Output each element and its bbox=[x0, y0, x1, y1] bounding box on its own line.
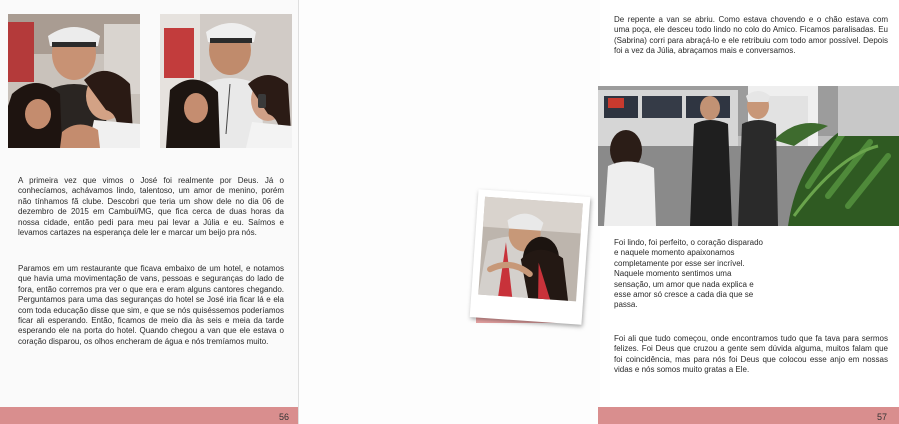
page-number-right: 57 bbox=[877, 412, 888, 422]
photo-fan-hug-2 bbox=[160, 14, 292, 148]
photo-fan-hug-1 bbox=[8, 14, 140, 148]
polaroid-photo-frame bbox=[470, 189, 591, 325]
footer-bar-left bbox=[0, 407, 299, 424]
story-paragraph-4: Foi lindo, foi perfeito, o coração disparado e naquele momento apaixonamos completamente por esse ser incrível. Naquele momento sentimos uma sensação, um amor que nada explica e esse amor só cresce a cada dia que se passa. bbox=[614, 238, 763, 310]
story-paragraph-5: Foi ali que tudo começou, onde encontramos tudo que fa tava para sermos felizes. Foi Deus que cruzou a gente sem dúvida alguma, muitos falam que foi coincidência, mas para nós foi Deus que colocou esse anjo em nossas vidas e nós somos muito gratas a Ele. bbox=[614, 334, 888, 375]
photo-van-arrival bbox=[598, 86, 899, 226]
left-page bbox=[0, 0, 299, 424]
page-number-left: 56 bbox=[279, 412, 290, 422]
footer-bar-right bbox=[598, 407, 899, 424]
story-paragraph-2: Paramos em um restaurante que ficava embaixo de um hotel, e notamos que havia uma movimentação de vans, pessoas e seguranças do lado de fora, então corremos pra ver o que era e eram alguns cantores chegando. Perguntamos para uma das seguranças do hotel se José iria ficar lá e ela com toda educação disse que sim, e que se nós quiséssemos poderíamos ficar ali esperando. Então, ficamos de meio dia às seis e meia da tarde esperando ele na porta do hotel. Quando chegou a van que ele estava o coração disparou, os olhos encheram de água e nós tremíamos muito. bbox=[18, 264, 284, 346]
story-paragraph-3: De repente a van se abriu. Como estava chovendo e o chão estava com uma poça, ele desceu todo lindo no colo do Amico. Ficamos paralisadas. Eu (Sabrina) corri para abraçá-lo e ele retribuiu com todo amor possível. Depois foi a vez da Júlia, abraçamos mais e conversamos. bbox=[614, 15, 888, 56]
story-paragraph-1: A primeira vez que vimos o José foi realmente por Deus. Já o conhecíamos, achávamos lindo, talentoso, um amor de menino, porém não tínhamos fã clube. Descobri que teria um show dele no dia 06 de dezembro de 2015 em Cambuí/MG, que fica cerca de duas horas da nossa cidade, então pedi para meu pai levar a Júlia e eu. Saímos e levamos cartazes na esperança dele ler e marcar um beijo pra nós. bbox=[18, 176, 284, 238]
photo-embrace bbox=[478, 197, 583, 302]
